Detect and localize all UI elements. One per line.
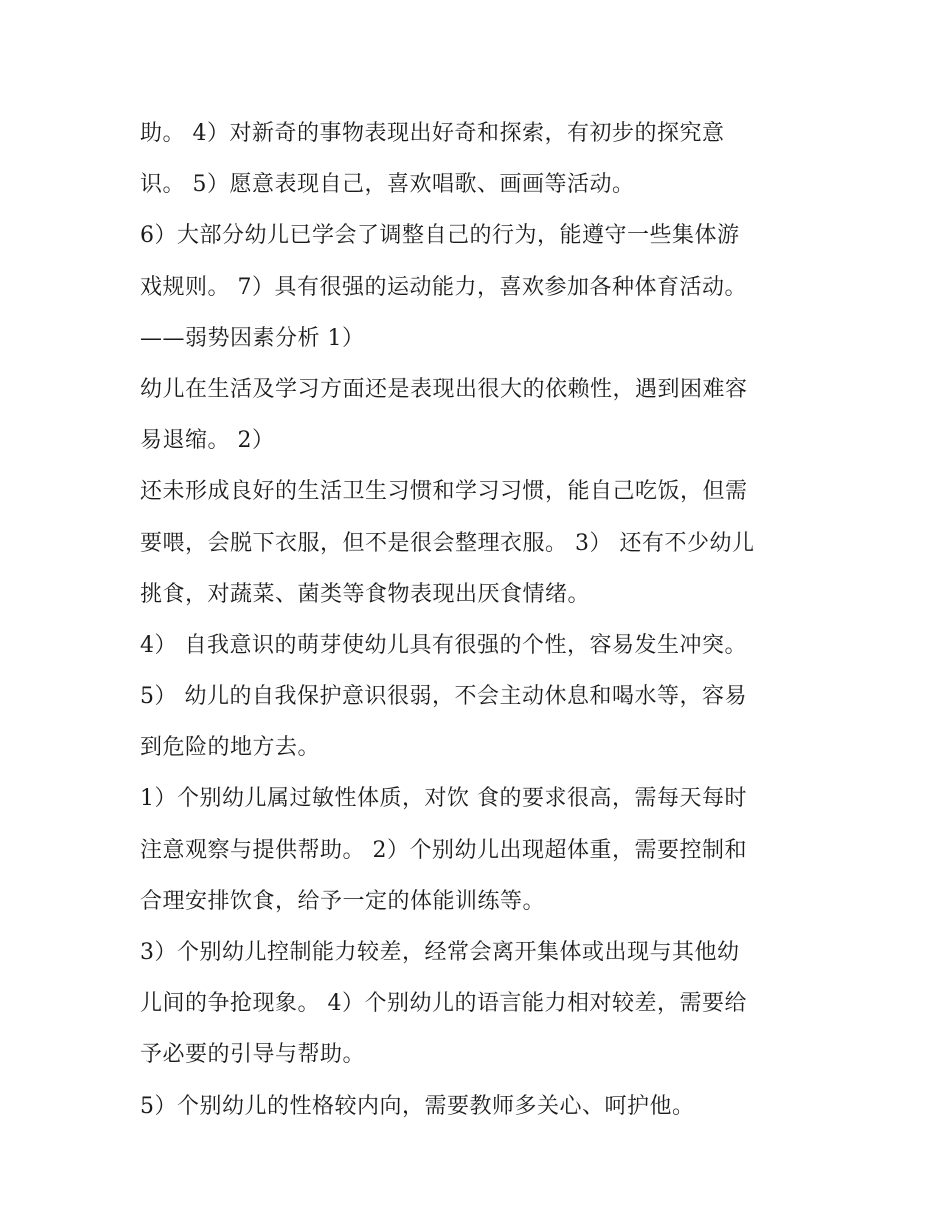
text-line: 3）个别幼儿控制能力较差，经常会离开集体或出现与其他幼 bbox=[140, 940, 740, 965]
text-line: 幼儿在生活及学习方面还是表现出很大的依赖性，遇到困难容 bbox=[140, 376, 748, 402]
text-line: 到危险的地方去。 bbox=[140, 735, 321, 761]
text-line: 还未形成良好的生活卫生习惯和学习习惯，能自己吃饭，但需 bbox=[140, 479, 748, 505]
text-line: 要喂，会脱下衣服，但不是很会整理衣服。 3） 还有不少幼儿 bbox=[140, 530, 755, 556]
text-line: 助。 4）对新奇的事物表现出好奇和探索，有初步的探究意 bbox=[140, 121, 725, 146]
text-line: 戏规则。 7）具有很强的运动能力，喜欢参加各种体育活动。 bbox=[140, 274, 747, 300]
text-line: 注意观察与提供帮助。 2）个别幼儿出现超体重，需要控制和 bbox=[140, 837, 747, 863]
text-line: 4） 自我意识的萌芽使幼儿具有很强的个性，容易发生冲突。 bbox=[140, 632, 747, 658]
section-heading: ——弱势因素分析 1） bbox=[140, 325, 365, 351]
text-line: 予必要的引导与帮助。 bbox=[140, 1042, 366, 1068]
text-line: 1）个别幼儿属过敏性体质，对饮 食的要求很高，需每天每时 bbox=[140, 786, 747, 812]
text-line: 6）大部分幼儿已学会了调整自己的行为，能遵守一些集体游 bbox=[140, 223, 740, 249]
text-line: 合理安排饮食，给予一定的体能训练等。 bbox=[140, 888, 546, 914]
document-body bbox=[140, 108, 830, 1132]
text-line: 5）个别幼儿的性格较内向，需要教师多关心、呵护他。 bbox=[140, 1093, 695, 1119]
text-line: 儿间的争抢现象。 4）个别幼儿的语言能力相对较差，需要给 bbox=[140, 991, 747, 1017]
text-line: 挑食，对蔬菜、菌类等食物表现出厌食情绪。 bbox=[140, 581, 591, 607]
text-line: 易退缩。 2） bbox=[140, 428, 275, 454]
text-line: 5） 幼儿的自我保护意识很弱，不会主动休息和喝水等，容易 bbox=[140, 684, 747, 710]
text-line: 识。 5）愿意表现自己，喜欢唱歌、画画等活动。 bbox=[140, 172, 635, 198]
